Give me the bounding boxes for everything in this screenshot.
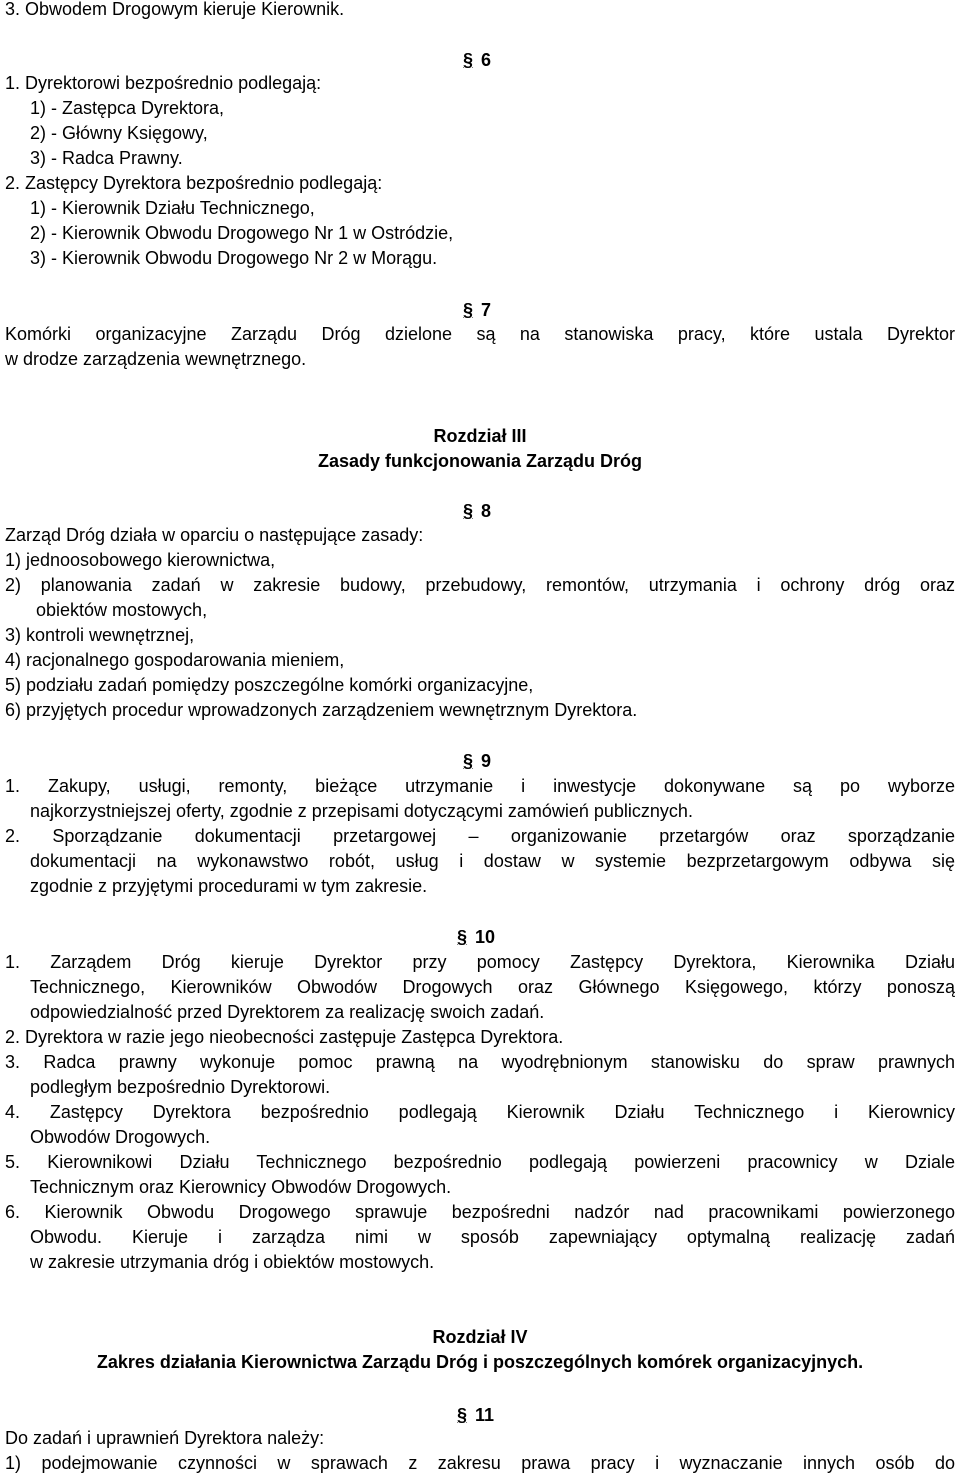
list-item: 3) kontroli wewnętrznej, (5, 625, 195, 645)
section-mark: § (463, 751, 474, 771)
paragraph-line: 4. Zastępcy Dyrektora bezpośrednio podlegają Kierownik Działu Technicznego i Kierownicy (5, 1102, 955, 1122)
list-item: 2) - Kierownik Obwodu Drogowego Nr 1 w Ostródzie, (30, 223, 454, 243)
section-heading-11: § 11 (457, 1405, 495, 1425)
list-item: 2) planowania zadań w zakresie budowy, przebudowy, remontów, utrzymania i ochrony dróg oraz (5, 575, 955, 595)
list-item-continuation: obiektów mostowych, (36, 600, 208, 620)
chapter-subtitle: Zakres działania Kierownictwa Zarządu Dróg i poszczególnych komórek organizacyjnych. (96, 1352, 864, 1372)
chapter-title: Rozdział III (433, 426, 527, 446)
section-mark: § (457, 1405, 468, 1425)
list-item: 3) - Kierownik Obwodu Drogowego Nr 2 w Morągu. (30, 248, 438, 268)
paragraph-line: dokumentacji na wykonawstwo robót, usług i dostaw w systemie bezprzetargowym odbywa się (30, 851, 955, 871)
list-item: 6) przyjętych procedur wprowadzonych zarządzeniem wewnętrznym Dyrektora. (5, 700, 638, 720)
section-mark: § (457, 927, 468, 947)
paragraph-line: 1. Zarządem Dróg kieruje Dyrektor przy pomocy Zastępcy Dyrektora, Kierownika Działu (5, 952, 955, 972)
list-item: 1) - Kierownik Działu Technicznego, (30, 198, 315, 218)
text-line: zgodnie z przyjętymi procedurami w tym zakresie. (30, 876, 428, 896)
chapter-title: Rozdział IV (432, 1327, 528, 1347)
text-line: 1. Dyrektorowi bezpośrednio podlegają: (5, 73, 322, 93)
text-line: najkorzystniejszej oferty, zgodnie z przepisami dotyczącymi zamówień publicznych. (30, 801, 693, 821)
text-line: w zakresie utrzymania dróg i obiektów mostowych. (30, 1252, 435, 1272)
section-mark: § (463, 50, 474, 70)
list-item: 2) - Główny Księgowy, (30, 123, 208, 143)
section-heading-10: § 10 (457, 927, 496, 947)
section-heading-9: § 9 (463, 751, 492, 771)
paragraph-line: 1. Zakupy, usługi, remonty, bieżące utrzymanie i inwestycje dokonywane są po wyborze (5, 776, 955, 796)
list-item: 1) jednoosobowego kierownictwa, (5, 550, 276, 570)
section-mark: § (463, 300, 474, 320)
text-line: Zarząd Dróg działa w oparciu o następujące zasady: (5, 525, 424, 545)
text-line: 3. Obwodem Drogowym kieruje Kierownik. (5, 0, 345, 19)
section-heading-8: § 8 (463, 501, 492, 521)
list-item: 3) - Radca Prawny. (30, 148, 183, 168)
paragraph-line: 2. Sporządzanie dokumentacji przetargowej – organizowanie przetargów oraz sporządzanie (5, 826, 955, 846)
text-line: Technicznym oraz Kierownicy Obwodów Drogowych. (30, 1177, 452, 1197)
paragraph-line: Obwodu. Kieruje i zarządza nimi w sposób zapewniający optymalną realizację zadań (30, 1227, 955, 1247)
paragraph-line: 3. Radca prawny wykonuje pomoc prawną na wyodrębnionym stanowisku do spraw prawnych (5, 1052, 955, 1072)
text-line: odpowiedzialność przed Dyrektorem za realizację swoich zadań. (30, 1002, 545, 1022)
list-item: 1) podejmowanie czynności w sprawach z zakresu prawa pracy i wyznaczanie innych osób do (5, 1453, 955, 1473)
text-line: 2. Zastępcy Dyrektora bezpośrednio podlegają: (5, 173, 383, 193)
text-line: Do zadań i uprawnień Dyrektora należy: (5, 1428, 325, 1448)
section-mark: § (463, 501, 474, 521)
paragraph-line: Technicznego, Kierowników Obwodów Drogowych oraz Głównego Księgowego, którzy ponoszą (30, 977, 955, 997)
text-line: 2. Dyrektora w razie jego nieobecności zastępuje Zastępca Dyrektora. (5, 1027, 564, 1047)
list-item: 4) racjonalnego gospodarowania mieniem, (5, 650, 345, 670)
paragraph-line: 6. Kierownik Obwodu Drogowego sprawuje bezpośredni nadzór nad pracownikami powierzonego (5, 1202, 955, 1222)
chapter-subtitle: Zasady funkcjonowania Zarządu Dróg (317, 451, 643, 471)
section-heading-7: § 7 (463, 300, 492, 320)
section-heading-6: § 6 (463, 50, 492, 70)
text-line: podległym bezpośrednio Dyrektorowi. (30, 1077, 331, 1097)
paragraph-line: 5. Kierownikowi Działu Technicznego bezpośrednio podlegają powierzeni pracownicy w Dziale (5, 1152, 955, 1172)
list-item: 1) - Zastępca Dyrektora, (30, 98, 225, 118)
text-line: Obwodów Drogowych. (30, 1127, 211, 1147)
list-item: 5) podziału zadań pomiędzy poszczególne komórki organizacyjne, (5, 675, 534, 695)
text-line: w drodze zarządzenia wewnętrznego. (5, 349, 307, 369)
paragraph-line: Komórki organizacyjne Zarządu Dróg dzielone są na stanowiska pracy, które ustala Dyrektor (5, 324, 955, 344)
